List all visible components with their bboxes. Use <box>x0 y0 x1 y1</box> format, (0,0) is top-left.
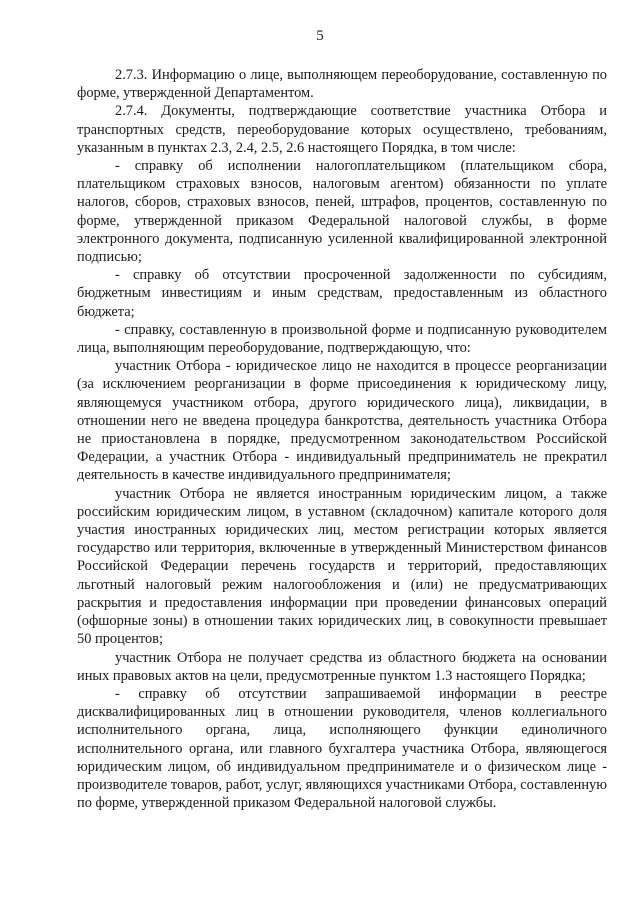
page-number: 5 <box>316 28 324 44</box>
list-item-tax-certificate: - справку об исполнении налогоплательщиком (плательщиком сбора, плательщиком страховых взносов, налоговым агентом) обязанности по уплате налогов, сборов, страховых взносов, пеней, штрафов, процентов, составленную по форме, утвержденной приказом Федеральной налоговой службы, в форме электронного документа, подписанную усиленной квалифицированной электронной подписью; <box>77 158 607 266</box>
condition-reorganization: участник Отбора - юридическое лицо не находится в процессе реорганизации (за исключением реорганизации в форме присоединения к юридическому лицу, являющемуся участником отбора, другого юридического лица), ликвидации, в отношении него не введена процедура банкротства, деятельность участника Отбора не приостановлена в порядке, предусмотренном законодательством Российской Федерации, а участник Отбора - индивидуальный предприниматель не прекратил деятельность в качестве индивидуального предпринимателя; <box>77 358 607 484</box>
paragraph-2-7-4: 2.7.4. Документы, подтверждающие соответствие участника Отбора и транспортных средств, переоборудование которых осуществлено, требованиям, указанным в пунктах 2.3, 2.4, 2.5, 2.6 настоящего Порядка, в том числе: <box>77 103 607 156</box>
condition-no-budget-funds: участник Отбора не получает средства из областного бюджета на основании иных правовых актов на цели, предусмотренные пунктом 1.3 настоящего Порядка; <box>77 649 607 684</box>
list-item-free-form-certificate: - справку, составленную в произвольной форме и подписанную руководителем лица, выполняющим переоборудование, подтверждающую, что: <box>77 321 607 357</box>
list-item-disqualified-registry: - справку об отсутствии запрашиваемой информации в реестре дисквалифицированных лиц в отношении руководителя, членов коллегиального исполнительного органа, лица, исполняющего функции единоличного исполнительного органа, или главного бухгалтера участника Отбора, являющегося юридическим лицом, об индивидуальном предпринимателе и о физическом лице - производителе товаров, работ, услуг, являющихся участниками Отбора, составленную по форме, утвержденной приказом Федеральной налоговой службы. <box>77 685 607 812</box>
paragraph-2-7-3: 2.7.3. Информацию о лице, выполняющем переоборудование, составленную по форме, утвержденной Департаментом. <box>77 67 607 102</box>
condition-foreign-entity: участник Отбора не является иностранным юридическим лицом, а также российским юридическим лицом, в уставном (складочном) капитале которого доля участия иностранных юридических лиц, местом регистрации которых является государство или территория, включенные в утвержденный Министерством финансов Российской Федерации перечень государств и территорий, предоставляющих льготный налоговый режим налогообложения и (или) не предусматривающих раскрытия и предоставления информации при проведении финансовых операций (офшорные зоны) в отношении таких юридических лиц, в совокупности превышает 50 процентов; <box>77 485 607 648</box>
list-item-debt-certificate: - справку об отсутствии просроченной задолженности по субсидиям, бюджетным инвестициям и иным средствам, предоставленным из областного бюджета; <box>77 267 607 320</box>
document-body <box>77 66 607 812</box>
